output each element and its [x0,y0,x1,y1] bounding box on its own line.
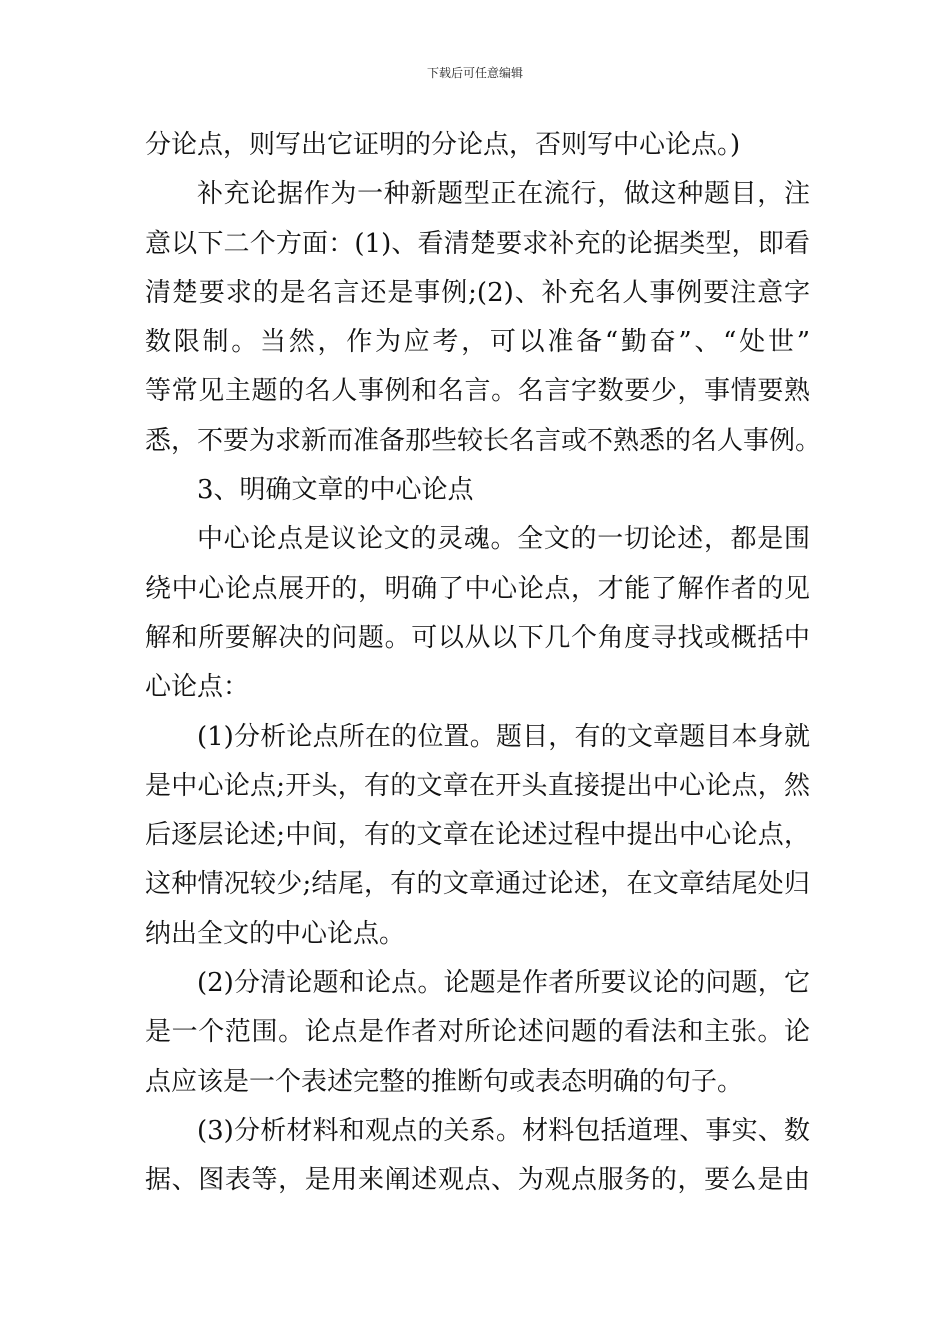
text-line: 据、图表等，是用来阐述观点、为观点服务的，要么是由 [145,1165,810,1196]
text-line: 后逐层论述;中间，有的文章在论述过程中提出中心论点， [145,820,810,851]
text-line: 绕中心论点展开的，明确了中心论点，才能了解作者的见 [145,573,810,604]
text-line: 点应该是一个表述完整的推断句或表态明确的句子。 [145,1066,744,1097]
page-header: 下载后可任意编辑 [426,66,523,80]
text-line: 中心论点是议论文的灵魂。全文的一切论述，都是围 [197,524,810,555]
text-line: 意以下二个方面：(1)、看清楚要求补充的论据类型，即看 [145,228,810,259]
text-line: 数限制。当然，作为应考，可以准备“勤奋”、“处世” [145,327,810,358]
text-line: 等常见主题的名人事例和名言。名言字数要少，事情要熟 [145,376,810,407]
text-line: 分论点，则写出它证明的分论点，否则写中心论点。) [145,130,741,160]
text-line: 补充论据作为一种新题型正在流行，做这种题目，注 [197,179,810,210]
text-line: 3、明确文章的中心论点 [197,475,474,506]
text-line: (3)分析材料和观点的关系。材料包括道理、事实、数 [197,1115,810,1146]
text-line: 心论点： [145,672,250,703]
text-line: 清楚要求的是名言还是事例;(2)、补充名人事例要注意字 [145,277,810,308]
document-body [145,121,822,1206]
text-line: 解和所要解决的问题。可以从以下几个角度寻找或概括中 [145,622,810,653]
text-line: 悉，不要为求新而准备那些较长名言或不熟悉的名人事例。 [145,425,822,456]
text-line: 这种情况较少;结尾，有的文章通过论述，在文章结尾处归 [145,869,810,900]
text-line: 纳出全文的中心论点。 [145,918,406,949]
text-line: (1)分析论点所在的位置。题目，有的文章题目本身就 [197,721,810,752]
text-line: 是一个范围。论点是作者对所论述问题的看法和主张。论 [145,1017,810,1048]
text-line: 是中心论点;开头，有的文章在开头直接提出中心论点，然 [145,770,810,801]
text-line: (2)分清论题和论点。论题是作者所要议论的问题，它 [197,968,810,999]
